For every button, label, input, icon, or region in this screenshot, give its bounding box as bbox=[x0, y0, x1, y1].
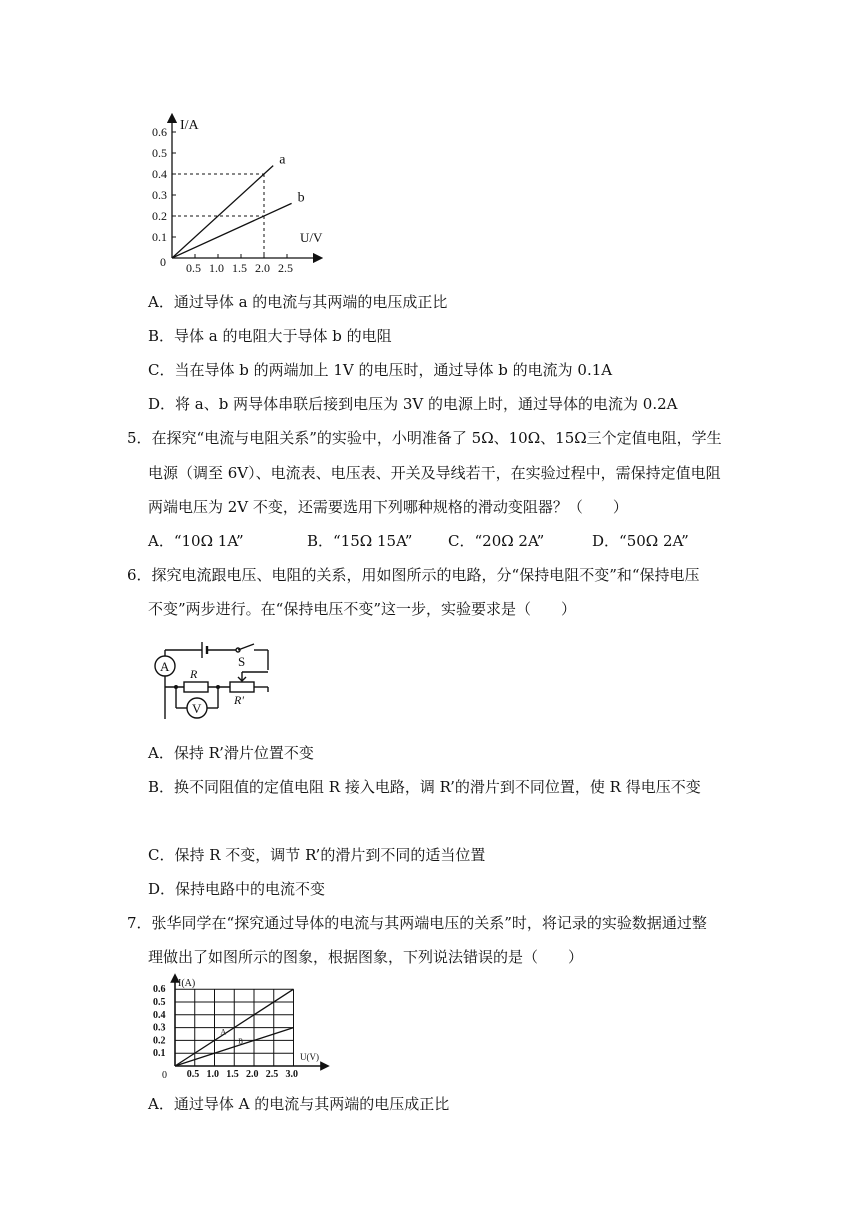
y2-tick-label-4: 0.5 bbox=[153, 997, 166, 1008]
iv-graph-ab bbox=[150, 110, 330, 280]
series-line-b bbox=[172, 203, 292, 258]
x-tick-label-4: 2.5 bbox=[278, 261, 293, 275]
q6-stem-line-1: 6．探究电流跟电压、电阻的关系，用如图所示的电路，分“保持电阻不变”和“保持电压 bbox=[127, 566, 700, 584]
q6-option-a[interactable]: A．保持 R’滑片位置不变 bbox=[148, 744, 314, 762]
q4-option-d[interactable]: D．将 a、b 两导体串联后接到电压为 3V 的电源上时，通过导体的电流为 0.2A bbox=[148, 395, 678, 413]
q6-option-b[interactable]: B．换不同阻值的定值电阻 R 接入电路，调 R’的滑片到不同位置，使 R 得电压不变 bbox=[148, 778, 701, 796]
x-tick-label-0: 0.5 bbox=[186, 261, 201, 275]
origin-label: 0 bbox=[160, 255, 166, 269]
x2-tick-label-3: 2.0 bbox=[246, 1069, 259, 1080]
q6-stem-line-2: 不变”两步进行。在“保持电压不变”这一步，实验要求是（ ） bbox=[148, 600, 577, 618]
y-tick-label-0: 0.1 bbox=[152, 230, 167, 244]
q6-option-d[interactable]: D．保持电路中的电流不变 bbox=[148, 880, 326, 898]
x-axis-label: U/V bbox=[300, 230, 323, 245]
x-tick-label-3: 2.0 bbox=[255, 261, 270, 275]
x-tick-label-1: 1.0 bbox=[209, 261, 224, 275]
y2-tick-label-5: 0.6 bbox=[153, 984, 166, 996]
y-tick-label-5: 0.6 bbox=[152, 125, 167, 139]
x2-tick-label-0: 0.5 bbox=[186, 1069, 200, 1080]
y2-tick-label-0: 0.1 bbox=[153, 1048, 166, 1060]
y-axis-label: I/A bbox=[180, 118, 199, 133]
y-axis-label-2: I(A) bbox=[178, 978, 196, 989]
q6-option-c[interactable]: C．保持 R 不变，调节 R’的滑片到不同的适当位置 bbox=[148, 846, 486, 864]
x2-tick-label-5: 3.0 bbox=[285, 1069, 298, 1080]
x2-tick-label-2: 1.5 bbox=[226, 1069, 239, 1080]
q4-option-b[interactable]: B．导体 a 的电阻大于导体 b 的电阻 bbox=[148, 327, 392, 345]
q5-option-c[interactable]: C．“20Ω 2A” bbox=[448, 532, 545, 550]
voltmeter-label: V bbox=[192, 701, 202, 716]
y-tick-label-1: 0.2 bbox=[152, 209, 167, 223]
series2-label-A: A bbox=[220, 1027, 227, 1037]
series-label-a: a bbox=[279, 152, 286, 168]
ammeter-label: A bbox=[160, 659, 170, 674]
q5-option-b[interactable]: B．“15Ω 15A” bbox=[307, 532, 413, 550]
y2-tick-label-2: 0.3 bbox=[153, 1022, 166, 1034]
q4-option-c[interactable]: C．当在导体 b 的两端加上 1V 的电压时，通过导体 b 的电流为 0.1A bbox=[148, 361, 613, 379]
x2-tick-label-4: 2.5 bbox=[265, 1069, 279, 1080]
q5-stem-line-1: 5．在探究“电流与电阻关系”的实验中，小明准备了 5Ω、10Ω、15Ω三个定值电阻，学生 bbox=[127, 429, 722, 447]
series-label-b: b bbox=[297, 190, 305, 206]
x-tick-label-2: 1.5 bbox=[232, 261, 247, 275]
resistor-label: R bbox=[190, 667, 198, 681]
iv-graph-AB bbox=[150, 972, 330, 1084]
switch-label: S bbox=[238, 654, 246, 669]
y2-tick-label-1: 0.2 bbox=[153, 1035, 166, 1047]
y-tick-label-3: 0.4 bbox=[152, 167, 167, 181]
q5-option-d[interactable]: D．“50Ω 2A” bbox=[592, 532, 689, 550]
x2-tick-label-1: 1.0 bbox=[206, 1069, 219, 1080]
q7-stem-line-1: 7．张华同学在“探究通过导体的电流与其两端电压的关系”时，将记录的实验数据通过整 bbox=[127, 914, 707, 932]
rheostat-label: R' bbox=[234, 693, 244, 707]
series-line-a bbox=[172, 166, 273, 258]
y-tick-label-2: 0.3 bbox=[152, 188, 167, 202]
series2-label-B: B bbox=[238, 1037, 243, 1046]
q5-stem-line-2: 电源（调至 6V）、电流表、电压表、开关及导线若干，在实验过程中，需保持定值电阻 bbox=[148, 464, 721, 482]
origin-label-2: 0 bbox=[162, 1070, 167, 1081]
q4-option-a[interactable]: A．通过导体 a 的电流与其两端的电压成正比 bbox=[148, 293, 448, 311]
circuit-diagram bbox=[150, 630, 280, 722]
q5-stem-line-3: 两端电压为 2V 不变，还需要选用下列哪种规格的滑动变阻器？（ ） bbox=[148, 498, 628, 516]
x-axis-label-2: U(V) bbox=[300, 1052, 319, 1062]
y2-tick-label-3: 0.4 bbox=[153, 1009, 166, 1021]
q7-stem-line-2: 理做出了如图所示的图象，根据图象，下列说法错误的是（ ） bbox=[148, 948, 584, 966]
q5-option-a[interactable]: A．“10Ω 1A” bbox=[148, 532, 244, 550]
q7-option-a[interactable]: A．通过导体 A 的电流与其两端的电压成正比 bbox=[148, 1095, 450, 1113]
y-tick-label-4: 0.5 bbox=[152, 146, 167, 160]
